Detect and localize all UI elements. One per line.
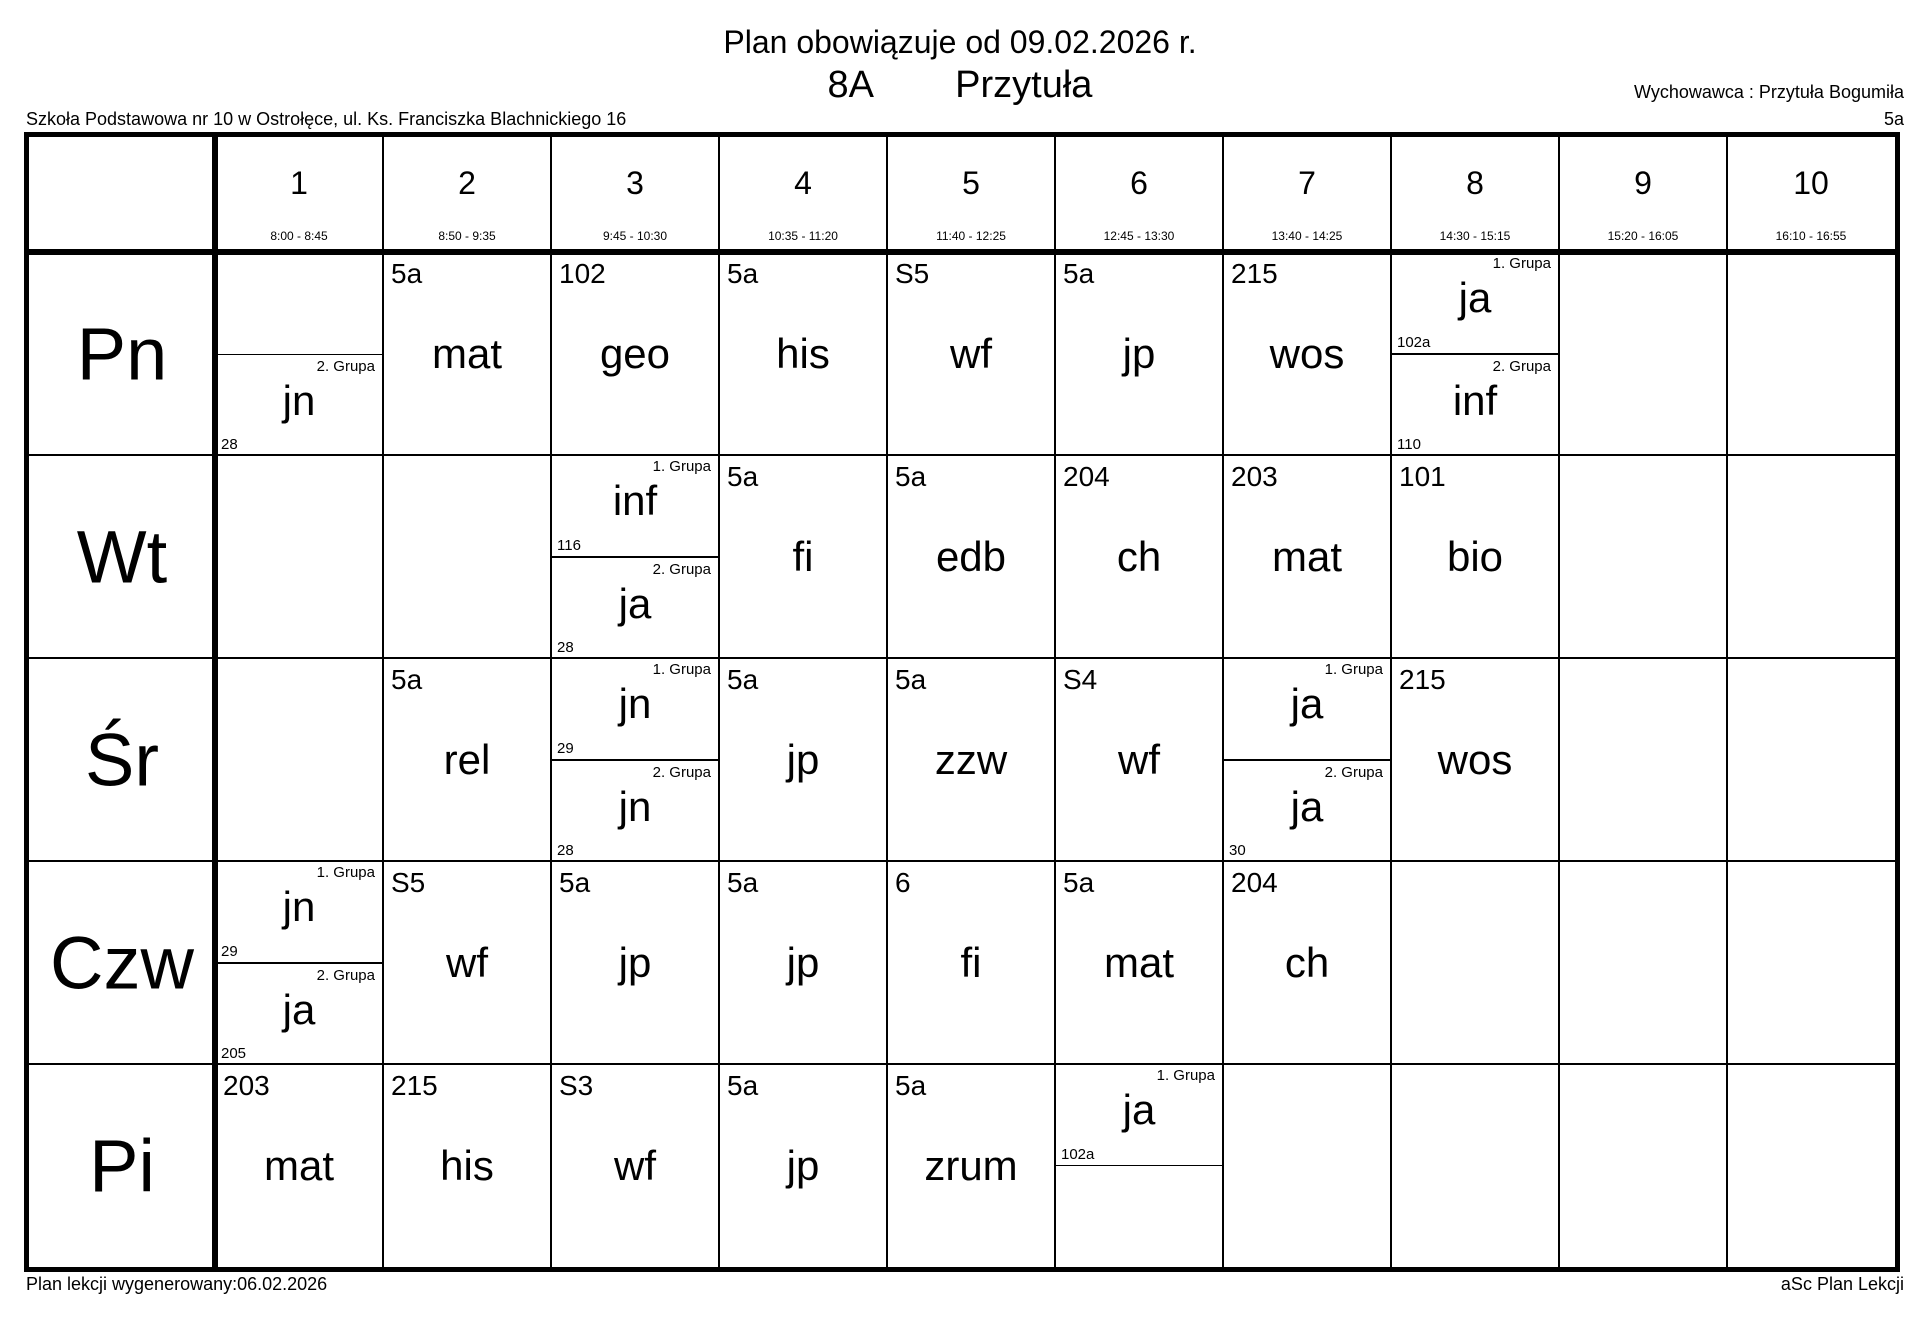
day-label-cell [29,658,215,861]
subject: ja [1122,1086,1156,1133]
empty-cell [1727,455,1895,658]
lesson-cell [887,658,1055,861]
subject: ja [1290,680,1324,727]
subject: fi [792,532,814,580]
group-lesson [551,658,719,760]
subject: wf [1118,735,1160,783]
subject: ch [1116,532,1162,580]
subject: jp [1122,329,1156,377]
lesson-cell [1223,252,1391,455]
period-number: 6 [1130,165,1148,201]
software-name: aSc Plan Lekcji [1780,1274,1904,1294]
room: 5a [727,1070,759,1101]
period-number: 2 [458,165,476,201]
subject: mat [431,329,502,377]
subject: mat [263,1141,334,1189]
lesson-cell [551,658,719,861]
subject: jp [786,735,820,783]
room: 5a [391,258,423,289]
lesson-cell [215,1064,383,1267]
room: 102a [1061,1145,1095,1163]
period-header [1223,137,1391,252]
lesson-cell [551,1064,719,1267]
lesson-cell [1055,658,1223,861]
empty-cell [1559,1064,1727,1267]
subject: edb [935,532,1007,580]
subject: jn [618,782,652,830]
period-number: 3 [626,165,644,201]
empty-cell [1559,861,1727,1064]
group-label: 2. Grupa [1324,763,1383,781]
room: 102 [559,258,606,289]
group-label: 1. Grupa [316,864,375,881]
lesson-cell [215,252,383,455]
room: 30 [1229,842,1246,859]
subject: ja [1458,274,1492,321]
room: 102a [1397,333,1431,351]
room: 5a [1063,258,1095,289]
group-label: 2. Grupa [652,560,711,578]
room: S4 [1063,664,1098,695]
subject: ja [618,579,652,627]
room: 28 [557,842,574,859]
period-time: 11:40 - 12:25 [936,229,1006,243]
empty-cell [383,455,551,658]
subject: jn [282,376,316,424]
period-time: 12:45 - 13:30 [1103,229,1175,243]
empty-cell [1727,861,1895,1064]
subject: bio [1446,532,1504,580]
room: 5a [1063,867,1095,898]
group-lesson [215,963,383,1065]
room: 5a [895,461,927,492]
homeroom-teacher: Wychowawca : Przytuła Bogumiła [1634,82,1904,102]
empty-cell [1559,658,1727,861]
class-teacher-short: Przytuła [955,64,1093,106]
school-name: Szkoła Podstawowa nr 10 w Ostrołęce, ul. Ks. Franciszka Blachnickiego 16 [26,109,627,129]
room: 5a [727,461,759,492]
room: S5 [895,258,930,289]
room: 6 [895,867,911,898]
empty-cell [215,455,383,658]
period-header [383,137,551,252]
group-label: 1. Grupa [1492,255,1551,272]
lesson-cell [719,658,887,861]
period-number: 1 [290,165,308,201]
subject: jp [618,938,652,986]
subject: rel [443,735,491,783]
class-name: 8A [827,64,875,106]
group-label: 2. Grupa [316,357,375,375]
period-number: 8 [1466,165,1484,201]
group-label: 1. Grupa [1324,661,1383,678]
lesson-cell [1391,455,1559,658]
class-title [0,64,1920,107]
lesson-cell [1055,861,1223,1064]
empty-cell [215,658,383,861]
day-name: Wt [76,515,168,598]
empty-cell [1559,252,1727,455]
room: 5a [559,867,591,898]
room: 29 [221,942,238,960]
lesson-cell [383,252,551,455]
subject: inf [1452,376,1498,424]
group-lesson [551,455,719,557]
group-label: 1. Grupa [1156,1067,1215,1084]
period-header [1055,137,1223,252]
room: 110 [1397,436,1421,453]
period-header [551,137,719,252]
period-number: 5 [962,165,980,201]
generated-date: Plan lekcji wygenerowany:06.02.2026 [26,1274,328,1294]
lesson-cell [1223,861,1391,1064]
group-lesson [1391,354,1559,456]
subject: zzw [934,735,1008,783]
period-time: 15:20 - 16:05 [1607,229,1679,243]
subject: geo [599,329,671,377]
group-label: 2. Grupa [1492,357,1551,375]
room: 215 [1399,664,1446,695]
subject: fi [960,938,982,986]
lesson-cell [383,861,551,1064]
group-lesson [1055,1064,1223,1166]
group-label: 1. Grupa [652,661,711,678]
subject: jp [786,938,820,986]
subject: ch [1284,938,1330,986]
lesson-cell [1391,658,1559,861]
room: 203 [223,1070,270,1101]
room: 203 [1231,461,1278,492]
room: 204 [1063,461,1110,492]
room: 5a [895,1070,927,1101]
day-label-cell [29,861,215,1064]
room: 5a [727,258,759,289]
group-lesson [1391,252,1559,354]
subject: his [440,1141,494,1189]
timetable-grid [24,132,1900,1272]
room: 116 [557,536,581,554]
room: 5a [895,664,927,695]
period-header [887,137,1055,252]
empty-cell [1727,1064,1895,1267]
period-header [1391,137,1559,252]
lesson-cell [383,658,551,861]
room: 28 [221,436,238,453]
subject: inf [612,477,658,524]
day-label-cell [29,252,215,455]
lesson-cell [1391,252,1559,455]
group-label: 1. Grupa [652,458,711,475]
period-time: 10:35 - 11:20 [768,229,838,243]
day-label-cell [29,455,215,658]
period-time: 16:10 - 16:55 [1775,229,1847,243]
lesson-cell [887,455,1055,658]
subject: jp [786,1141,820,1189]
period-time: 8:00 - 8:45 [270,229,328,243]
lesson-cell [719,455,887,658]
lesson-cell [719,1064,887,1267]
day-label-cell [29,1064,215,1267]
subject: ja [1290,782,1324,830]
group-lesson [551,557,719,659]
room: 215 [1231,258,1278,289]
room: 5a [391,664,423,695]
room: 5a [727,664,759,695]
group-lesson [1223,658,1391,760]
day-name: Pi [89,1124,155,1207]
period-time: 13:40 - 14:25 [1271,229,1343,243]
lesson-cell [551,252,719,455]
subject: mat [1271,532,1342,580]
room: 28 [557,639,574,656]
room: 5a [727,867,759,898]
empty-cell [1727,252,1895,455]
room: 215 [391,1070,438,1101]
day-name: Pn [76,312,168,395]
room: 29 [557,739,574,757]
subject: wos [1437,735,1513,783]
group-lesson [215,861,383,963]
empty-cell [1391,861,1559,1064]
subject: wos [1269,329,1345,377]
subject: his [776,329,830,377]
period-time: 14:30 - 15:15 [1439,229,1511,243]
room: 204 [1231,867,1278,898]
period-number: 10 [1793,165,1829,201]
room: 101 [1399,461,1446,492]
lesson-cell [887,861,1055,1064]
lesson-cell [887,1064,1055,1267]
lesson-cell [1223,658,1391,861]
period-time: 8:50 - 9:35 [438,229,496,243]
empty-cell [1391,1064,1559,1267]
subject: wf [446,938,488,986]
period-number: 9 [1634,165,1652,201]
room: S3 [559,1070,594,1101]
subject: jn [618,680,652,727]
lesson-cell [719,252,887,455]
lesson-cell [1055,1064,1223,1267]
lesson-cell [1223,455,1391,658]
period-header [215,137,383,252]
group-lesson [551,760,719,862]
lesson-cell [383,1064,551,1267]
lesson-cell [1055,252,1223,455]
subject: wf [614,1141,656,1189]
subject: zrum [924,1141,1018,1189]
plan-valid-from: Plan obowiązuje od 09.02.2026 r. [723,24,1197,60]
day-name: Czw [50,921,194,1004]
lesson-cell [551,861,719,1064]
lesson-cell [887,252,1055,455]
period-number: 7 [1298,165,1316,201]
period-time: 9:45 - 10:30 [602,229,668,243]
group-label: 2. Grupa [652,763,711,781]
subject: ja [282,985,316,1033]
empty-cell [1559,455,1727,658]
room: 205 [221,1045,247,1062]
empty-cell [1223,1064,1391,1267]
subject: wf [950,329,992,377]
group-lesson [1223,760,1391,862]
group-label: 2. Grupa [316,966,375,984]
period-number: 4 [794,165,812,201]
period-header [1727,137,1895,252]
lesson-cell [1055,455,1223,658]
day-name: Śr [85,718,159,801]
subject: mat [1103,938,1174,986]
lesson-cell [215,861,383,1064]
empty-cell [1727,658,1895,861]
subject: jn [282,883,316,930]
lesson-cell [719,861,887,1064]
group-lesson [215,354,383,456]
homeroom-room: 5a [1883,109,1904,129]
period-header [1559,137,1727,252]
lesson-cell [551,455,719,658]
room: S5 [391,867,426,898]
period-header [719,137,887,252]
